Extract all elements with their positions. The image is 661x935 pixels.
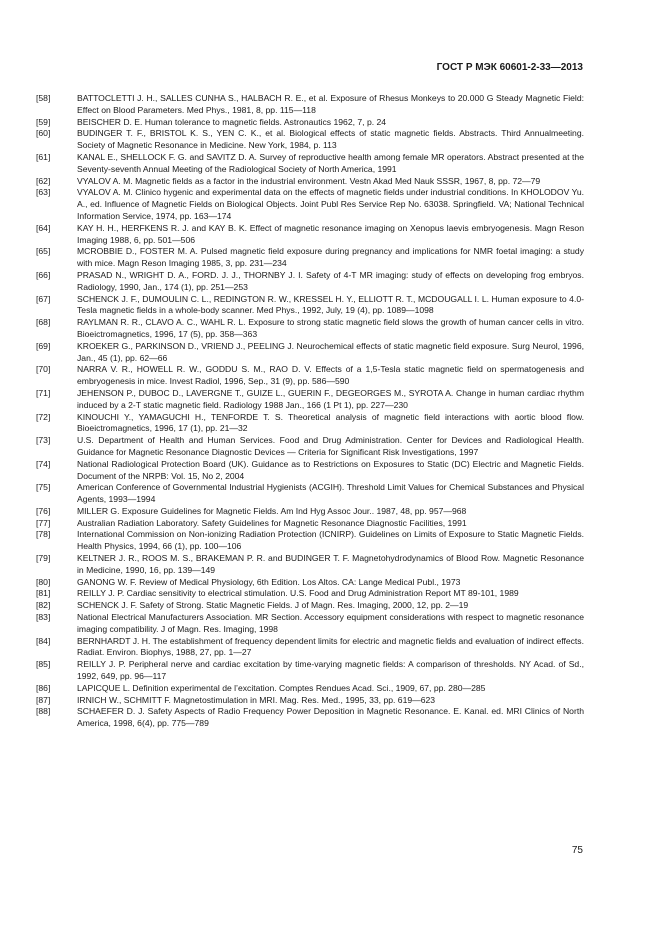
reference-text: GANONG W. F. Review of Medical Physiology, 6th Edition. Los Altos. CA: Lange Medical Publ., 1973 — [77, 576, 461, 587]
reference-number: [84] — [36, 635, 51, 646]
reference-number: [60] — [36, 128, 51, 139]
reference-number: [66] — [36, 269, 51, 280]
reference-number: [65] — [36, 246, 51, 257]
reference-text: National Radiological Protection Board (UK). Guidance as to Restrictions on Exposures to Static (DC) Electric and Magnetic Fields. Document of the NRPB: Vol. 15, No 2, 2004 — [77, 458, 584, 481]
standard-header: ГОСТ Р МЭК 60601-2-33—2013 — [436, 62, 583, 73]
reference-item — [36, 529, 584, 553]
reference-item — [36, 317, 584, 341]
reference-number: [86] — [36, 682, 51, 693]
reference-number: [88] — [36, 706, 51, 717]
reference-item — [36, 612, 584, 636]
reference-item — [36, 600, 584, 612]
reference-item — [36, 435, 584, 459]
reference-text: Australian Radiation Laboratory. Safety Guidelines for Magnetic Resonance Diagnostic Facilities, 1991 — [77, 517, 467, 528]
reference-item — [36, 553, 584, 577]
reference-number: [63] — [36, 187, 51, 198]
reference-number: [76] — [36, 505, 51, 516]
reference-item — [36, 577, 584, 589]
reference-text: KROEKER G., PARKINSON D., VRIEND J., PEELING J. Neurochemical effects of static magnetic field exposure. Surg Neurol, 1996, Jan., 45 (1), pp. 62—66 — [77, 340, 584, 363]
reference-text: SCHENCK J. F. Safety of Strong. Static Magnetic Fields. J of Magn. Res. Imaging, 2000, 12, pp. 2—19 — [77, 600, 469, 611]
reference-text: KANAL E., SHELLOCK F. G. and SAVITZ D. A. Survey of reproductive health among female MR operators. Abstract presented at the Seventy-seventh Annual Meeting of the Radiological Society of North America, 1991 — [77, 151, 584, 174]
reference-item — [36, 128, 584, 152]
reference-list — [36, 93, 584, 730]
reference-number: [77] — [36, 517, 51, 528]
reference-number: [62] — [36, 175, 51, 186]
reference-number: [73] — [36, 435, 51, 446]
reference-item — [36, 341, 584, 365]
reference-text: MCROBBIE D., FOSTER M. A. Pulsed magnetic field exposure during pregnancy and implications for NMR foetal imaging: a study with mice. Magn Reson Imaging 1985, 3, pp. 231—234 — [77, 246, 584, 269]
reference-number: [59] — [36, 116, 51, 127]
reference-number: [75] — [36, 482, 51, 493]
reference-number: [85] — [36, 659, 51, 670]
reference-item — [36, 364, 584, 388]
reference-text: VYALOV A. M. Clinico hygenic and experimental data on the effects of magnetic fields under industrial conditions. In KHOLODOV Yu. A., ed. Influence of Magnetic Fields on Biological Objects. Joint Publ Res Service Rep No. 63038. Springfield. VA; National Technical Information Service, 1974, pp. 163—174 — [77, 187, 584, 221]
reference-number: [72] — [36, 411, 51, 422]
reference-text: International Commission on Non-ionizing Radiation Protection (ICNIRP). Guidelines on Limits of Exposure to Static Magnetic Fields. Health Physics, 1994, 66 (1), pp. 100—106 — [77, 529, 584, 552]
reference-number: [70] — [36, 364, 51, 375]
reference-text: KAY H. H., HERFKENS R. J. and KAY B. K. Effect of magnetic resonance imaging on Xenopus laevis embryogenesis. Magn Reson Imaging 1988, 6, pp. 501—506 — [77, 222, 584, 245]
reference-text: REILLY J. P. Peripheral nerve and cardiac excitation by time-varying magnetic fields: A comparison of thresholds. NY Acad. of Sd., 1992, 649, pp. 96—117 — [77, 659, 584, 682]
reference-text: BATTOCLETTI J. H., SALLES CUNHA S., HALBACH R. E., et al. Exposure of Rhesus Monkeys to 20.000 G Steady Magnetic Field: Effect on Blood Parameters. Med Phys., 1981, 8, pp. 115—118 — [77, 93, 584, 115]
reference-number: [71] — [36, 387, 51, 398]
reference-item — [36, 93, 584, 117]
reference-item — [36, 659, 584, 683]
reference-text: IRNICH W., SCHMITT F. Magnetostimulation in MRI. Mag. Res. Med., 1995, 33, pp. 619—623 — [77, 694, 436, 705]
reference-text: VYALOV A. M. Magnetic fields as a factor in the industrial environment. Vestn Akad Med Nauk SSSR, 1967, 8, pp. 72—79 — [77, 175, 541, 186]
reference-number: [58] — [36, 93, 51, 103]
reference-item — [36, 223, 584, 247]
reference-number: [80] — [36, 576, 51, 587]
reference-number: [67] — [36, 293, 51, 304]
reference-item — [36, 636, 584, 660]
reference-item — [36, 518, 584, 530]
reference-number: [82] — [36, 600, 51, 611]
reference-text: National Electrical Manufacturers Association. MR Section. Accessory equipment considerations with respect to magnetic resonance imaging compatibility. J of Magn. Res. Imaging, 1998 — [77, 612, 584, 634]
reference-item — [36, 459, 584, 483]
reference-number: [78] — [36, 529, 51, 540]
reference-number: [81] — [36, 588, 51, 599]
reference-item — [36, 176, 584, 188]
reference-text: KELTNER J. R., ROOS M. S., BRAKEMAN P. R. and BUDINGER T. F. Magnetohydrodynamics of Blood Row. Magnetic Resonance in Medicine, 1990, 16, pp. 139—149 — [77, 553, 584, 575]
reference-text: MILLER G. Exposure Guidelines for Magnetic Fields. Am Ind Hyg Assoc Jour.. 1987, 48, pp. 957—968 — [77, 505, 467, 516]
reference-text: SCHENCK J. F., DUMOULIN C. L., REDINGTON R. W., KRESSEL H. Y., ELLIOTT R. T., MCDOUGALL I. L. Human exposure to 4.0-Tesla magnetic fields in a whole-body scanner. Med Phys., 1992, July, 19 (4), pp. 1089—1098 — [77, 293, 584, 316]
reference-item — [36, 388, 584, 412]
reference-item — [36, 506, 584, 518]
reference-text: KINOUCHI Y., YAMAGUCHI H., TENFORDE T. S. Theoretical analysis of magnetic field interactions with aortic blood flow. Bioeictromagnetics, 1996, 17 (1), pp. 21—32 — [77, 411, 584, 434]
reference-item — [36, 482, 584, 506]
reference-item — [36, 683, 584, 695]
reference-text: PRASAD N., WRIGHT D. A., FORD. J. J., THORNBY J. I. Safety of 4-T MR imaging: study of effects on developing frog embryos. Radiology, 1990, Jan., 174 (1), pp. 251—253 — [77, 269, 584, 292]
reference-item — [36, 270, 584, 294]
reference-text: BUDINGER T. F., BRISTOL K. S., YEN C. K., et al. Biological effects of static magnetic fields. Abstracts. Third Annualmeeting. Society of Magnetic Resonance in Medicine. New York, 1984, p. 113 — [77, 128, 584, 151]
reference-number: [87] — [36, 694, 51, 705]
reference-text: JEHENSON P., DUBOC D., LAVERGNE T., GUIZE L., GUERIN F., DEGEORGES M., SYROTA A. Change in human cardiac rhythm induced by a 2-T static magnetic field. Radiology 1988 Jan., 166 (1 Pt 1), pp. 227—230 — [77, 387, 584, 410]
reference-item — [36, 246, 584, 270]
reference-number: [61] — [36, 151, 51, 162]
reference-item — [36, 117, 584, 129]
reference-item — [36, 294, 584, 318]
reference-text: NARRA V. R., HOWELL R. W., GODDU S. M., RAO D. V. Effects of a 1,5-Tesla static magnetic field on spermatogenesis and embryogenesis in mice. Invest Radiol, 1996, Sep., 31 (9), pp. 586—590 — [77, 364, 584, 387]
reference-number: [69] — [36, 340, 51, 351]
reference-text: SCHAEFER D. J. Safety Aspects of Radio Frequency Power Deposition in Magnetic Resonance. E. Kanal. ed. MRI Clinics of North America, 1998, 6(4), pp. 775—789 — [77, 706, 584, 729]
reference-text: American Conference of Governmental Industrial Hygienists (ACGIH). Threshold Limit Values for Chemical Substances and Physical Agents, 1993—1994 — [77, 482, 584, 505]
reference-text: LAPICQUE L. Definition experimental de l’excitation. Comptes Rendues Acad. Sci., 1909, 67, pp. 280—285 — [77, 682, 486, 693]
reference-number: [79] — [36, 553, 51, 564]
reference-text: BERNHARDT J. H. The establishment of frequency dependent limits for electric and magnetic fields and evaluation of indirect effects. Radiat. Environ. Biophys, 1988, 27, pp. 1—27 — [77, 635, 584, 658]
reference-text: BEISCHER D. E. Human tolerance to magnetic fields. Astronautics 1962, 7, p. 24 — [77, 116, 387, 127]
reference-text: RAYLMAN R. R., CLAVO A. C., WAHL R. L. Exposure to strong static magnetic field slows the growth of human cancer cells in vitro. Bioeictromagnetics, 1996, 17 (5), pp. 358—363 — [77, 317, 584, 339]
reference-item — [36, 706, 584, 730]
reference-item — [36, 588, 584, 600]
reference-item — [36, 412, 584, 436]
reference-number: [68] — [36, 317, 51, 328]
reference-number: [64] — [36, 222, 51, 233]
reference-item — [36, 187, 584, 222]
reference-text: U.S. Department of Health and Human Services. Food and Drug Administration. Center for Devices and Radiological Health. Guidance for Magnetic Resonance Diagnostic Devices — Criteria for Significant Risk Investigations, 1997 — [77, 435, 584, 457]
reference-number: [83] — [36, 612, 51, 623]
reference-text: REILLY J. P. Cardiac sensitivity to electrical stimulation. U.S. Food and Drug Administration Report MT 89-101, 1989 — [77, 588, 519, 599]
reference-number: [74] — [36, 458, 51, 469]
page-number: 75 — [571, 845, 583, 856]
reference-item — [36, 695, 584, 707]
reference-item — [36, 152, 584, 176]
